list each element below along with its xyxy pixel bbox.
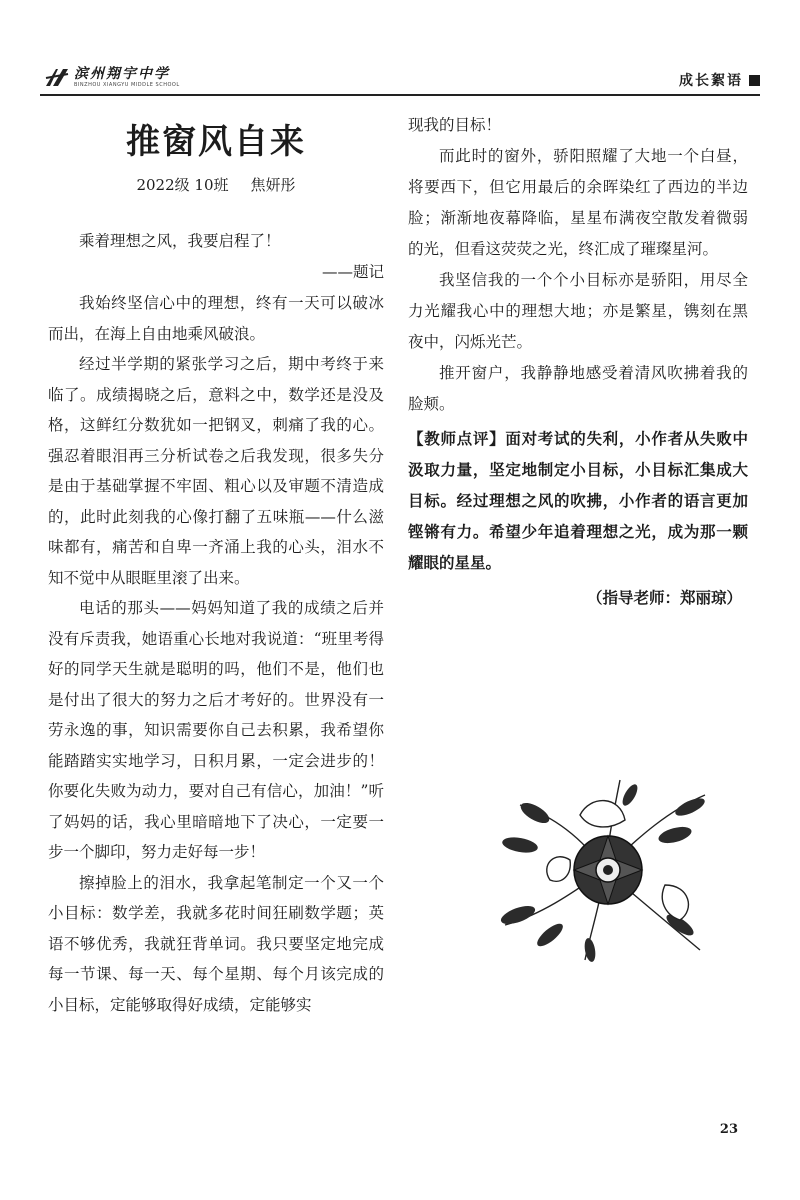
page-header (40, 60, 760, 96)
teacher-comment-tag: 【教师点评】 (408, 430, 506, 448)
header-rule (40, 94, 760, 96)
section-title: 成长絮语 (679, 73, 743, 89)
paragraph-6: 我坚信我的一个个小目标亦是骄阳，用尽全力光耀我心中的理想大地；亦是繁星，镌刻在黑夜中，闪烁光芒。 (408, 271, 748, 351)
advisor-credit: （指导老师：郑丽琼） (586, 589, 742, 607)
school-name: 滨州翔宇中学 (74, 65, 170, 82)
paragraph-4: 擦掉脸上的泪水，我拿起笔制定一个又一个小目标：数学差，我就多花时间狂刷数学题；英语不够优秀，我就狂背单词。我只要坚定地完成每一节课、每一天、每个星期、每个月该完成的小目标，定能够取得好成绩，定能够实 (48, 873, 384, 1014)
paragraph-2: 经过半学期的紧张学习之后，期中考终于来临了。成绩揭晓之后，意料之中，数学还是没及格，这鲜红分数犹如一把钢叉，刺痛了我的心。强忍着眼泪再三分析试卷之后我发现，很多失分是由于基础掌握不牢固、粗心以及审题不清造成的，此时此刻我的心像打翻了五味瓶——什么滋味都有，痛苦和自卑一齐涌上我的心头，泪水不知不觉中从眼眶里滚了出来。 (48, 355, 384, 587)
author-name: 焦妍彤 (250, 176, 296, 194)
section-square-icon (749, 75, 760, 86)
teacher-comment (408, 424, 748, 579)
teacher-comment-text: 面对考试的失利，小作者从失败中汲取力量，坚定地制定小目标，小目标汇集成大目标。经过理想之风的吹拂，小作者的语言更加铿锵有力。希望少年追着理想之光，成为那一颗耀眼的星星。 (408, 430, 748, 572)
epigraph: 乘着理想之风，我要启程了！ (79, 232, 281, 250)
right-column (408, 110, 748, 614)
school-logo (44, 66, 180, 88)
flower-illustration-icon (490, 775, 720, 965)
article-title: 推窗风自来 (126, 122, 306, 162)
author-class: 2022级 10班 (136, 176, 229, 194)
paragraph-3: 电话的那头——妈妈知道了我的成绩之后并没有斥责我，她语重心长地对我说道：“班里考得好的同学天生就是聪明的吗，他们不是，他们也是付出了很大的努力之后才考好的。世界没有一劳永逸的事，知识需要你自己去积累，我希望你能踏踏实实地学习，日积月累，一定会进步的！你要化失败为动力，要对自己有信心，加油！”听了妈妈的话，我心里暗暗地下了决心，一定要一步一个脚印，努力走好每一步！ (48, 599, 384, 861)
paragraph-5: 而此时的窗外，骄阳照耀了大地一个白昼，将要西下，但它用最后的余晖染红了西边的半边脸；渐渐地夜幕降临，星星布满夜空散发着微弱的光，但看这荧荧之光，终汇成了璀璨星河。 (408, 147, 748, 258)
paragraph-7: 推开窗户，我静静地感受着清风吹拂着我的脸颊。 (408, 364, 748, 413)
byline (48, 174, 384, 196)
epigraph-source: ——题记 (321, 263, 384, 281)
section-label (679, 70, 760, 90)
paragraph-4-continued: 现我的目标！ (408, 116, 502, 134)
paragraph-1: 我始终坚信心中的理想，终有一天可以破冰而出，在海上自由地乘风破浪。 (48, 294, 384, 343)
school-emblem-icon (44, 66, 70, 88)
left-column (48, 110, 384, 1020)
page-number: 23 (719, 1122, 738, 1137)
school-name-en: BINZHOU XIANGYU MIDDLE SCHOOL (74, 81, 180, 88)
